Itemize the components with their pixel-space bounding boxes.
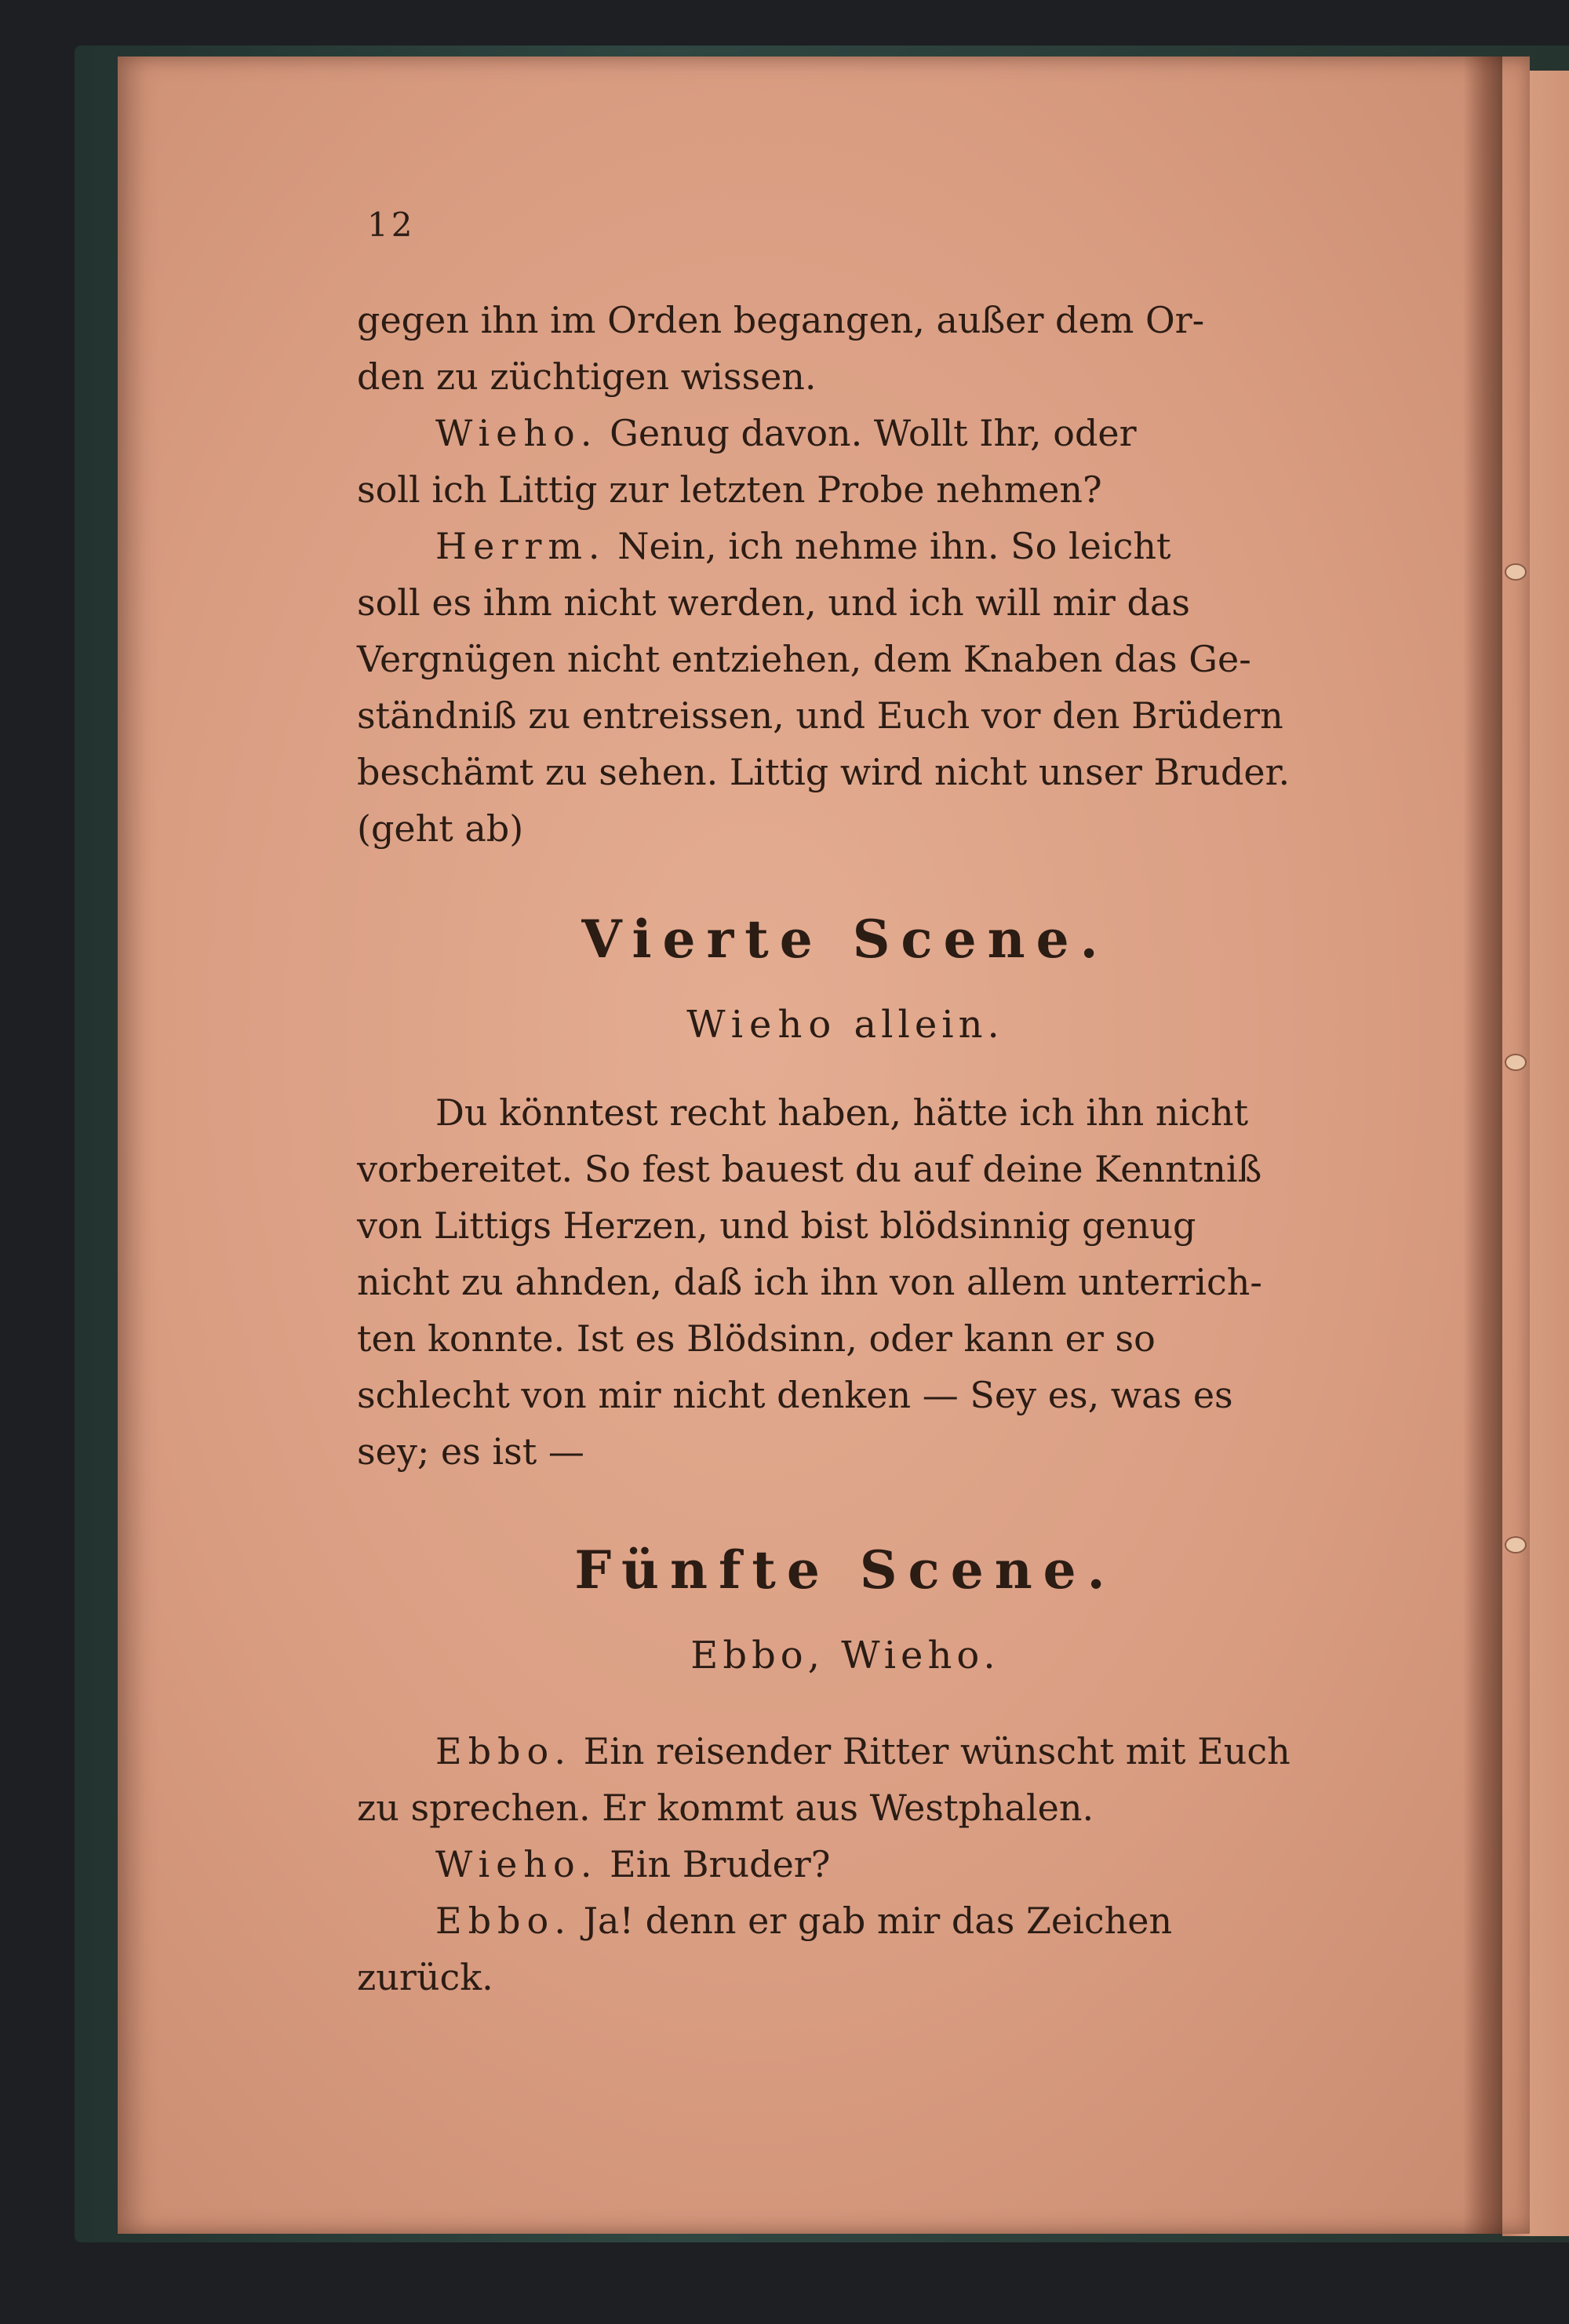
text-line: den zu züchtigen wissen.: [357, 355, 817, 398]
text-line: sey; es ist —: [357, 1430, 584, 1473]
dialogue-line: Ebbo. Ein reisender Ritter wünscht mit Euch: [435, 1730, 1291, 1772]
text-line: soll es ihm nicht werden, und ich will mir das: [357, 581, 1190, 624]
binding-stitch: [1506, 565, 1525, 579]
page-text: [357, 206, 1334, 2005]
dialogue-line: Wieho. Genug davon. Wollt Ihr, oder: [435, 412, 1137, 454]
text-line: zu sprechen. Er kommt aus Westphalen.: [357, 1787, 1094, 1829]
text-line: Vergnügen nicht entziehen, dem Knaben das Ge-: [357, 638, 1251, 680]
scene-heading: Vierte Scene.: [581, 909, 1109, 970]
text-line: ten konnte. Ist es Blödsinn, oder kann er so: [357, 1317, 1156, 1360]
text-line: gegen ihn im Orden begangen, außer dem Or-: [357, 299, 1205, 341]
text-line: ständniß zu entreissen, und Euch vor den Brüdern: [357, 694, 1283, 737]
text-line: soll ich Littig zur letzten Probe nehmen?: [357, 468, 1102, 511]
text-line: Du könntest recht haben, hätte ich ihn nicht: [435, 1091, 1249, 1134]
speaker-name: Wieho.: [435, 412, 599, 454]
scene-heading: Fünfte Scene.: [574, 1539, 1116, 1601]
text-line: beschämt zu sehen. Littig wird nicht unser Bruder.: [357, 751, 1291, 793]
scene-cast: Wieho allein.: [686, 1003, 1004, 1047]
page-number: 12: [367, 206, 416, 244]
dialogue-line: Herrm. Nein, ich nehme ihn. So leicht: [435, 525, 1171, 567]
text-line: von Littigs Herzen, und bist blödsinnig genug: [357, 1204, 1196, 1247]
speaker-name: Wieho.: [435, 1843, 599, 1885]
speaker-name: Ebbo.: [435, 1900, 572, 1942]
dialogue-line: Wieho. Ein Bruder?: [435, 1843, 831, 1885]
speaker-name: Herrm.: [435, 525, 606, 567]
text-line: nicht zu ahnden, daß ich ihn von allem unterrich-: [357, 1261, 1262, 1303]
binding-stitch: [1506, 1055, 1525, 1069]
text-line: zurück.: [357, 1956, 493, 1998]
dialogue-line: Ebbo. Ja! denn er gab mir das Zeichen: [435, 1900, 1173, 1942]
scene-cast: Ebbo, Wieho.: [690, 1634, 1000, 1677]
speaker-name: Ebbo.: [435, 1730, 572, 1772]
text-line: schlecht von mir nicht denken — Sey es, was es: [357, 1374, 1233, 1416]
text-line: vorbereitet. So fest bauest du auf deine Kenntniß: [357, 1148, 1262, 1190]
spine-shadow: [1463, 56, 1502, 2234]
stage-direction: (geht ab): [357, 807, 524, 850]
binding-stitch: [1506, 1538, 1525, 1552]
